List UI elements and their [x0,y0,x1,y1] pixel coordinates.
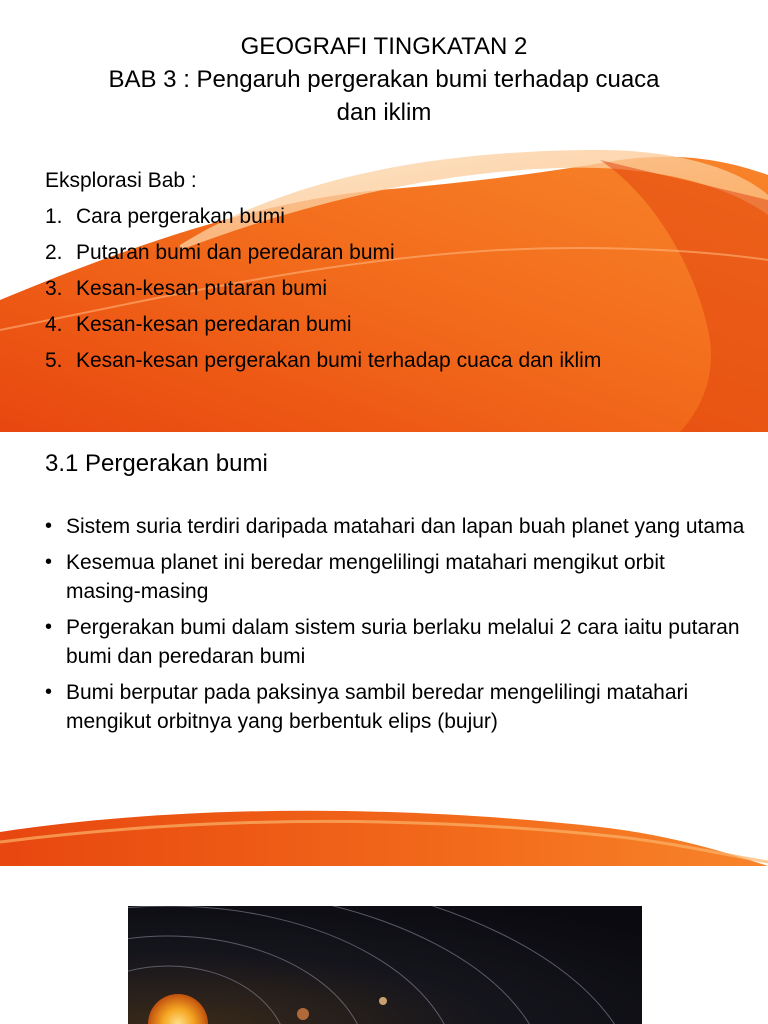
title-line-3: dan iklim [336,99,432,126]
orange-wave-footer [0,802,768,866]
list-item: • Pergerakan bumi dalam sistem suria berlaku melalui 2 cara iaitu putaran bumi dan peredaran bumi [45,613,745,671]
title-line-1: GEOGRAFI TINGKATAN 2 [240,33,528,60]
list-item: 1. Cara pergerakan bumi [45,205,285,228]
list-item: • Kesemua planet ini beredar mengelilingi matahari mengikut orbit masing-masing [45,548,745,606]
solar-system-image [128,906,642,1024]
slide-2 [0,432,768,866]
bullet-icon: • [45,616,53,638]
bullet-list [45,512,745,743]
section-heading: 3.1 Pergerakan bumi [45,450,268,477]
chapter-exploration [45,163,601,379]
slide-title [0,30,768,129]
bullet-icon: • [45,551,53,573]
slide-1 [0,0,768,432]
slide-3 [0,866,768,1024]
list-item: • Bumi berputar pada paksinya sambil beredar mengelilingi matahari mengikut orbitnya yang berbentuk elips (bujur) [45,678,745,736]
bullet-icon: • [45,681,53,703]
title-line-2: BAB 3 : Pengaruh pergerakan bumi terhadap cuaca [108,66,660,93]
list-item: • Sistem suria terdiri daripada matahari dan lapan buah planet yang utama [45,512,745,541]
exploration-label: Eksplorasi Bab : [45,169,197,192]
exploration-list [45,199,601,379]
list-item: 4. Kesan-kesan peredaran bumi [45,313,352,336]
list-item: 3. Kesan-kesan putaran bumi [45,277,327,300]
bullet-icon: • [45,515,53,537]
list-item: 5. Kesan-kesan pergerakan bumi terhadap cuaca dan iklim [45,349,602,372]
list-item: 2. Putaran bumi dan peredaran bumi [45,241,395,264]
